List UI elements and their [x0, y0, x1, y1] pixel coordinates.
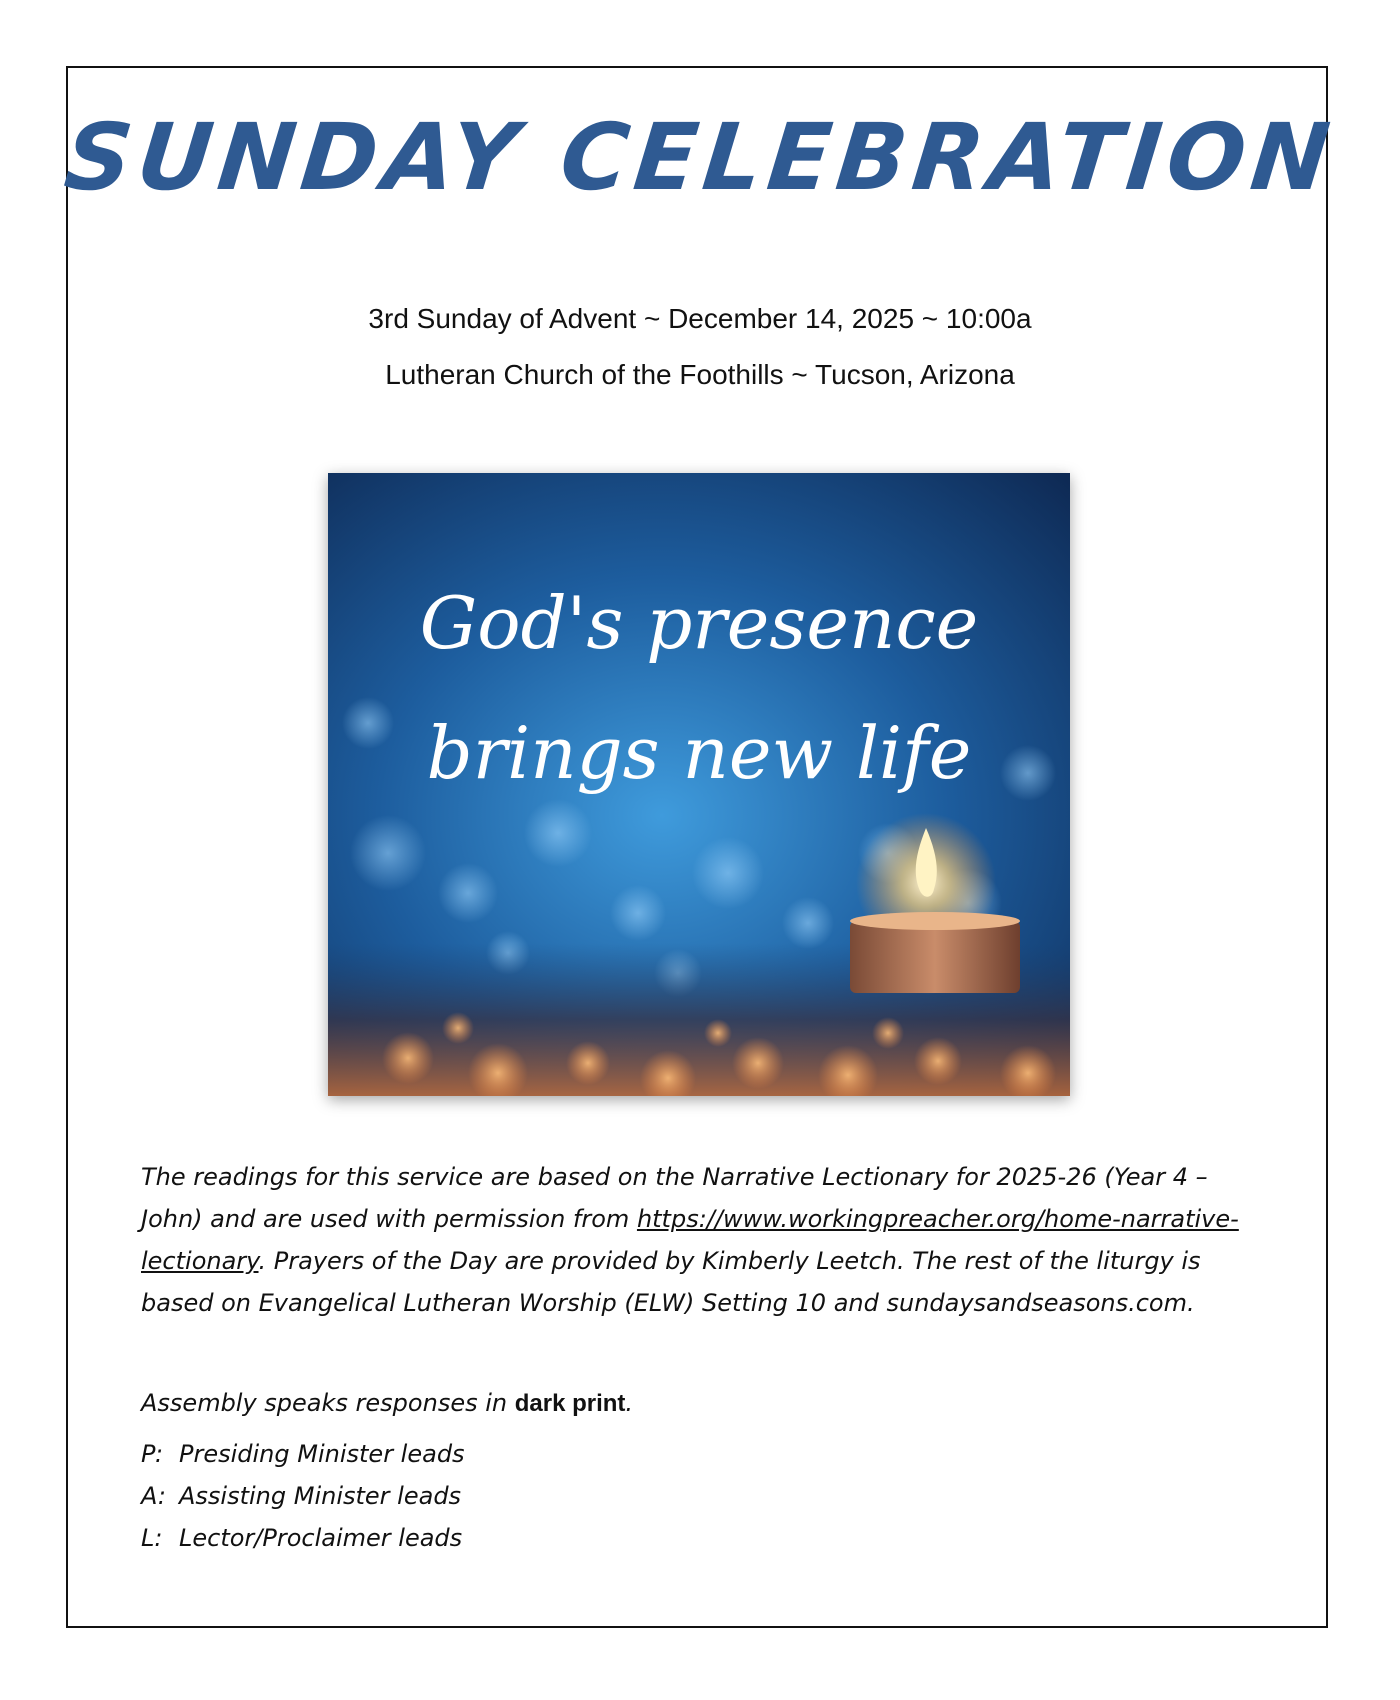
- intro-text-after: . Prayers of the Day are provided by Kimberly Leetch. The rest of the liturgy is based on Evangelical Lutheran Worship (ELW) Setting 10 and sundaysandseasons.com.: [141, 1247, 1201, 1317]
- lectionary-link[interactable]: https://www.workingpreacher.org/home-narrative-lectionary: [141, 1205, 1239, 1275]
- candle-image: [328, 473, 1070, 1096]
- legend-code: A:: [141, 1482, 166, 1510]
- intro-paragraph: [141, 1156, 1241, 1324]
- assembly-note: [141, 1382, 1241, 1425]
- legend-label: Presiding Minister leads: [179, 1440, 465, 1468]
- role-legend: [141, 1433, 1041, 1559]
- legend-code: L:: [141, 1524, 163, 1552]
- assembly-note-text: Assembly speaks responses in: [141, 1389, 515, 1417]
- image-caption-line-2: brings new life: [426, 711, 972, 795]
- legend-item: [141, 1475, 1041, 1517]
- legend-item: [141, 1517, 1041, 1559]
- legend-code: P:: [141, 1440, 164, 1468]
- legend-label: Lector/Proclaimer leads: [179, 1524, 463, 1552]
- image-caption-line-1: God's presence: [419, 581, 979, 665]
- intro-text-before: The readings for this service are based on the Narrative Lectionary for 2025-26 (Year 4 – John) and are used with permission from: [141, 1163, 1208, 1233]
- legend-label: Assisting Minister leads: [179, 1482, 462, 1510]
- service-date-line: 3rd Sunday of Advent ~ December 14, 2025 ~ 10:00a: [368, 303, 1032, 334]
- assembly-note-period: .: [625, 1389, 634, 1417]
- dark-print-sample: dark print: [514, 1390, 626, 1417]
- legend-item: [141, 1433, 1041, 1475]
- church-location-line: Lutheran Church of the Foothills ~ Tucson, Arizona: [385, 359, 1015, 390]
- page-title: SUNDAY CELEBRATION: [59, 104, 1341, 211]
